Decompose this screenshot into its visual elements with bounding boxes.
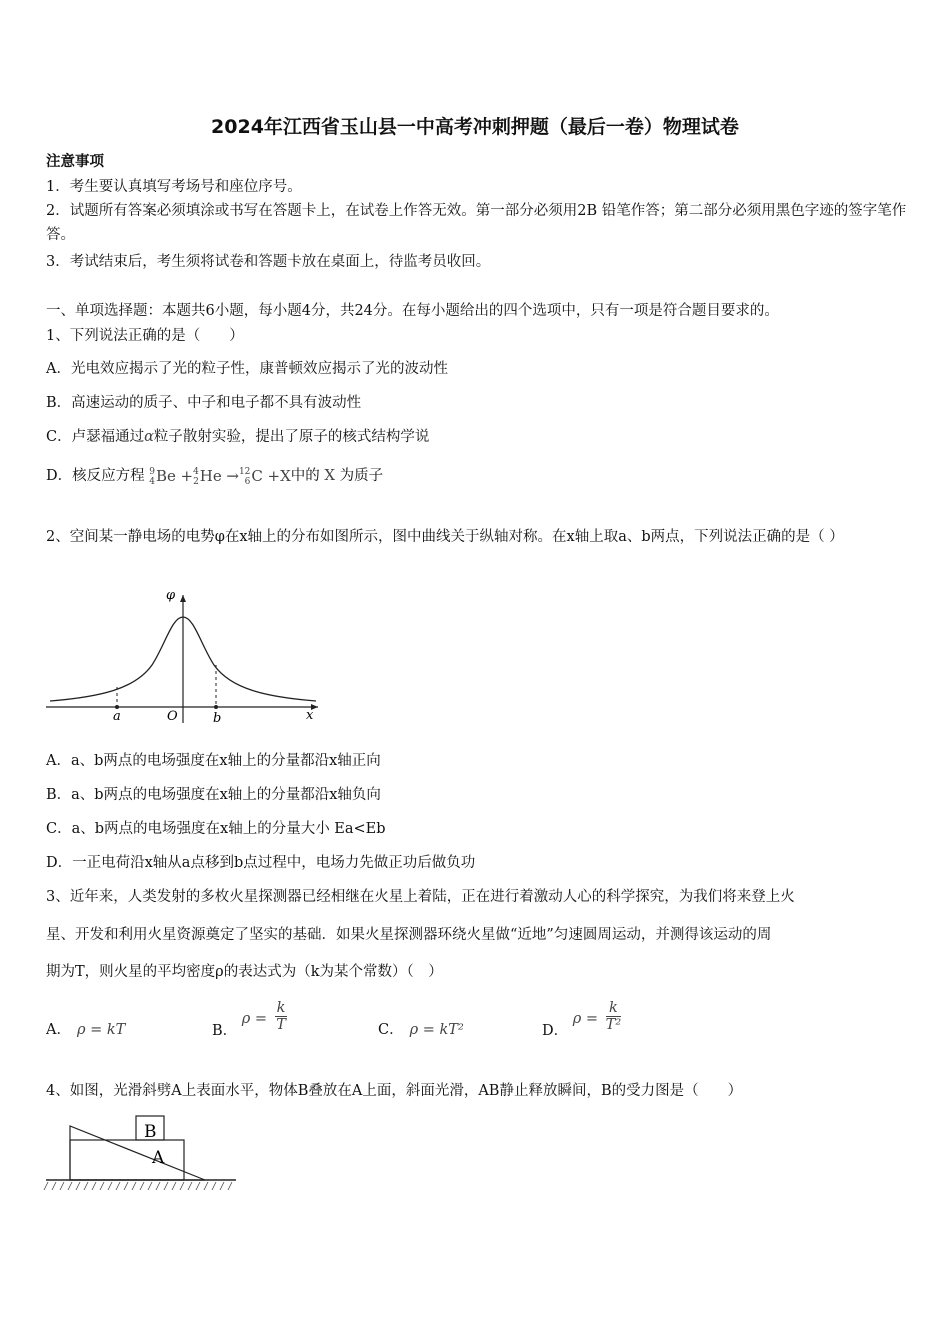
q1-option-d-post: 为质子 xyxy=(339,468,384,484)
q1-stem: 1、下列说法正确的是（ ） xyxy=(46,328,244,344)
q1-option-c-pre: C．卢瑟福通过 xyxy=(46,429,145,445)
q1-option-c-post: 粒子散射实验，提出了原子的核式结构学说 xyxy=(153,429,430,445)
alpha-symbol: α xyxy=(144,429,154,445)
q2-option-c: C．a、b两点的电场强度在x轴上的分量大小 Ea<Eb xyxy=(46,821,386,837)
q2-stem: 2、空间某一静电场的电势φ在x轴上的分布如图所示，图中曲线关于纵轴对称。在x轴上取a、b两点，下列说法正确的是（ ） xyxy=(46,529,844,545)
x-label: x xyxy=(306,708,314,723)
q3-option-d: D． ρ = $\frac{k}{\text{T²}}$ xyxy=(542,1000,622,1039)
page-title: 2024年江西省玉山县一中高考冲刺押题（最后一卷）物理试卷 xyxy=(211,116,739,138)
q1-option-c xyxy=(46,427,429,447)
q1-option-b: B．高速运动的质子、中子和电子都不具有波动性 xyxy=(46,395,362,411)
a-label: a xyxy=(113,709,121,724)
notice-heading: 注意事项 xyxy=(46,153,104,170)
q3-option-b: B． ρ = $\frac{k}{T}$ xyxy=(212,1000,286,1039)
section-heading: 一、单项选择题：本题共6小题，每小题4分，共24分。在每小题给出的四个选项中，只有一项是符合题目要求的。 xyxy=(46,303,779,319)
q3-option-a: A． ρ = kT xyxy=(46,1022,126,1038)
wedge-diagram xyxy=(40,1110,240,1196)
x-symbol: X xyxy=(324,466,336,484)
block-b-label: B xyxy=(144,1122,157,1142)
q2-option-b: B．a、b两点的电场强度在x轴上的分量都沿x轴负向 xyxy=(46,787,381,803)
wedge-a-label: A xyxy=(152,1148,165,1168)
point-b-dot xyxy=(214,705,218,709)
wedge-a-body xyxy=(70,1140,184,1180)
q4-stem: 4、如图，光滑斜劈A上表面水平，物体B叠放在A上面，斜面光滑，AB静止释放瞬间，B的受力图是（ ） xyxy=(46,1083,743,1099)
b-label: b xyxy=(213,711,222,726)
q3-stem-line3: 期为T，则火星的平均密度ρ的表达式为（k为某个常数）（ ） xyxy=(46,964,443,980)
q1-option-d-mid: 中的 xyxy=(290,468,320,484)
notice-item-2: 2．试题所有答案必须填涂或书写在答题卡上，在试卷上作答无效。第一部分必须用2B 铅笔作答；第二部分必须用黑色字迹的签字笔作答。 xyxy=(46,203,907,243)
q1-option-d-pre: D．核反应方程 xyxy=(46,468,145,484)
q2-option-a: A．a、b两点的电场强度在x轴上的分量都沿x轴正向 xyxy=(46,753,381,769)
incline-surface xyxy=(70,1126,205,1180)
notice-item-3: 3．考试结束后，考生须将试卷和答题卡放在桌面上，待监考员收回。 xyxy=(46,254,491,270)
nuclear-equation: 9 4 Be + 4 2 He → 12 6 C +X xyxy=(149,466,291,487)
q1-option-d xyxy=(46,465,383,487)
y-axis-arrow xyxy=(180,595,186,602)
q3-option-c: C． ρ = kT² xyxy=(378,1022,464,1038)
ground-hatching xyxy=(44,1182,232,1190)
potential-graph xyxy=(40,585,330,730)
origin-label: O xyxy=(167,709,178,724)
q1-option-a: A．光电效应揭示了光的粒子性，康普顿效应揭示了光的波动性 xyxy=(46,361,448,377)
notice-item-1: 1．考生要认真填写考场号和座位序号。 xyxy=(46,179,302,195)
q2-option-d: D．一正电荷沿x轴从a点移到b点过程中，电场力先做正功后做负功 xyxy=(46,855,476,871)
q3-stem-line2: 星、开发和利用火星资源奠定了坚实的基础．如果火星探测器环绕火星做“近地”匀速圆周运动，并测得该运动的周 xyxy=(46,927,772,943)
phi-label: φ xyxy=(166,588,176,603)
q3-stem-line1: 3、近年来，人类发射的多枚火星探测器已经相继在火星上着陆，正在进行着激动人心的科学探究，为我们将来登上火 xyxy=(46,889,795,905)
